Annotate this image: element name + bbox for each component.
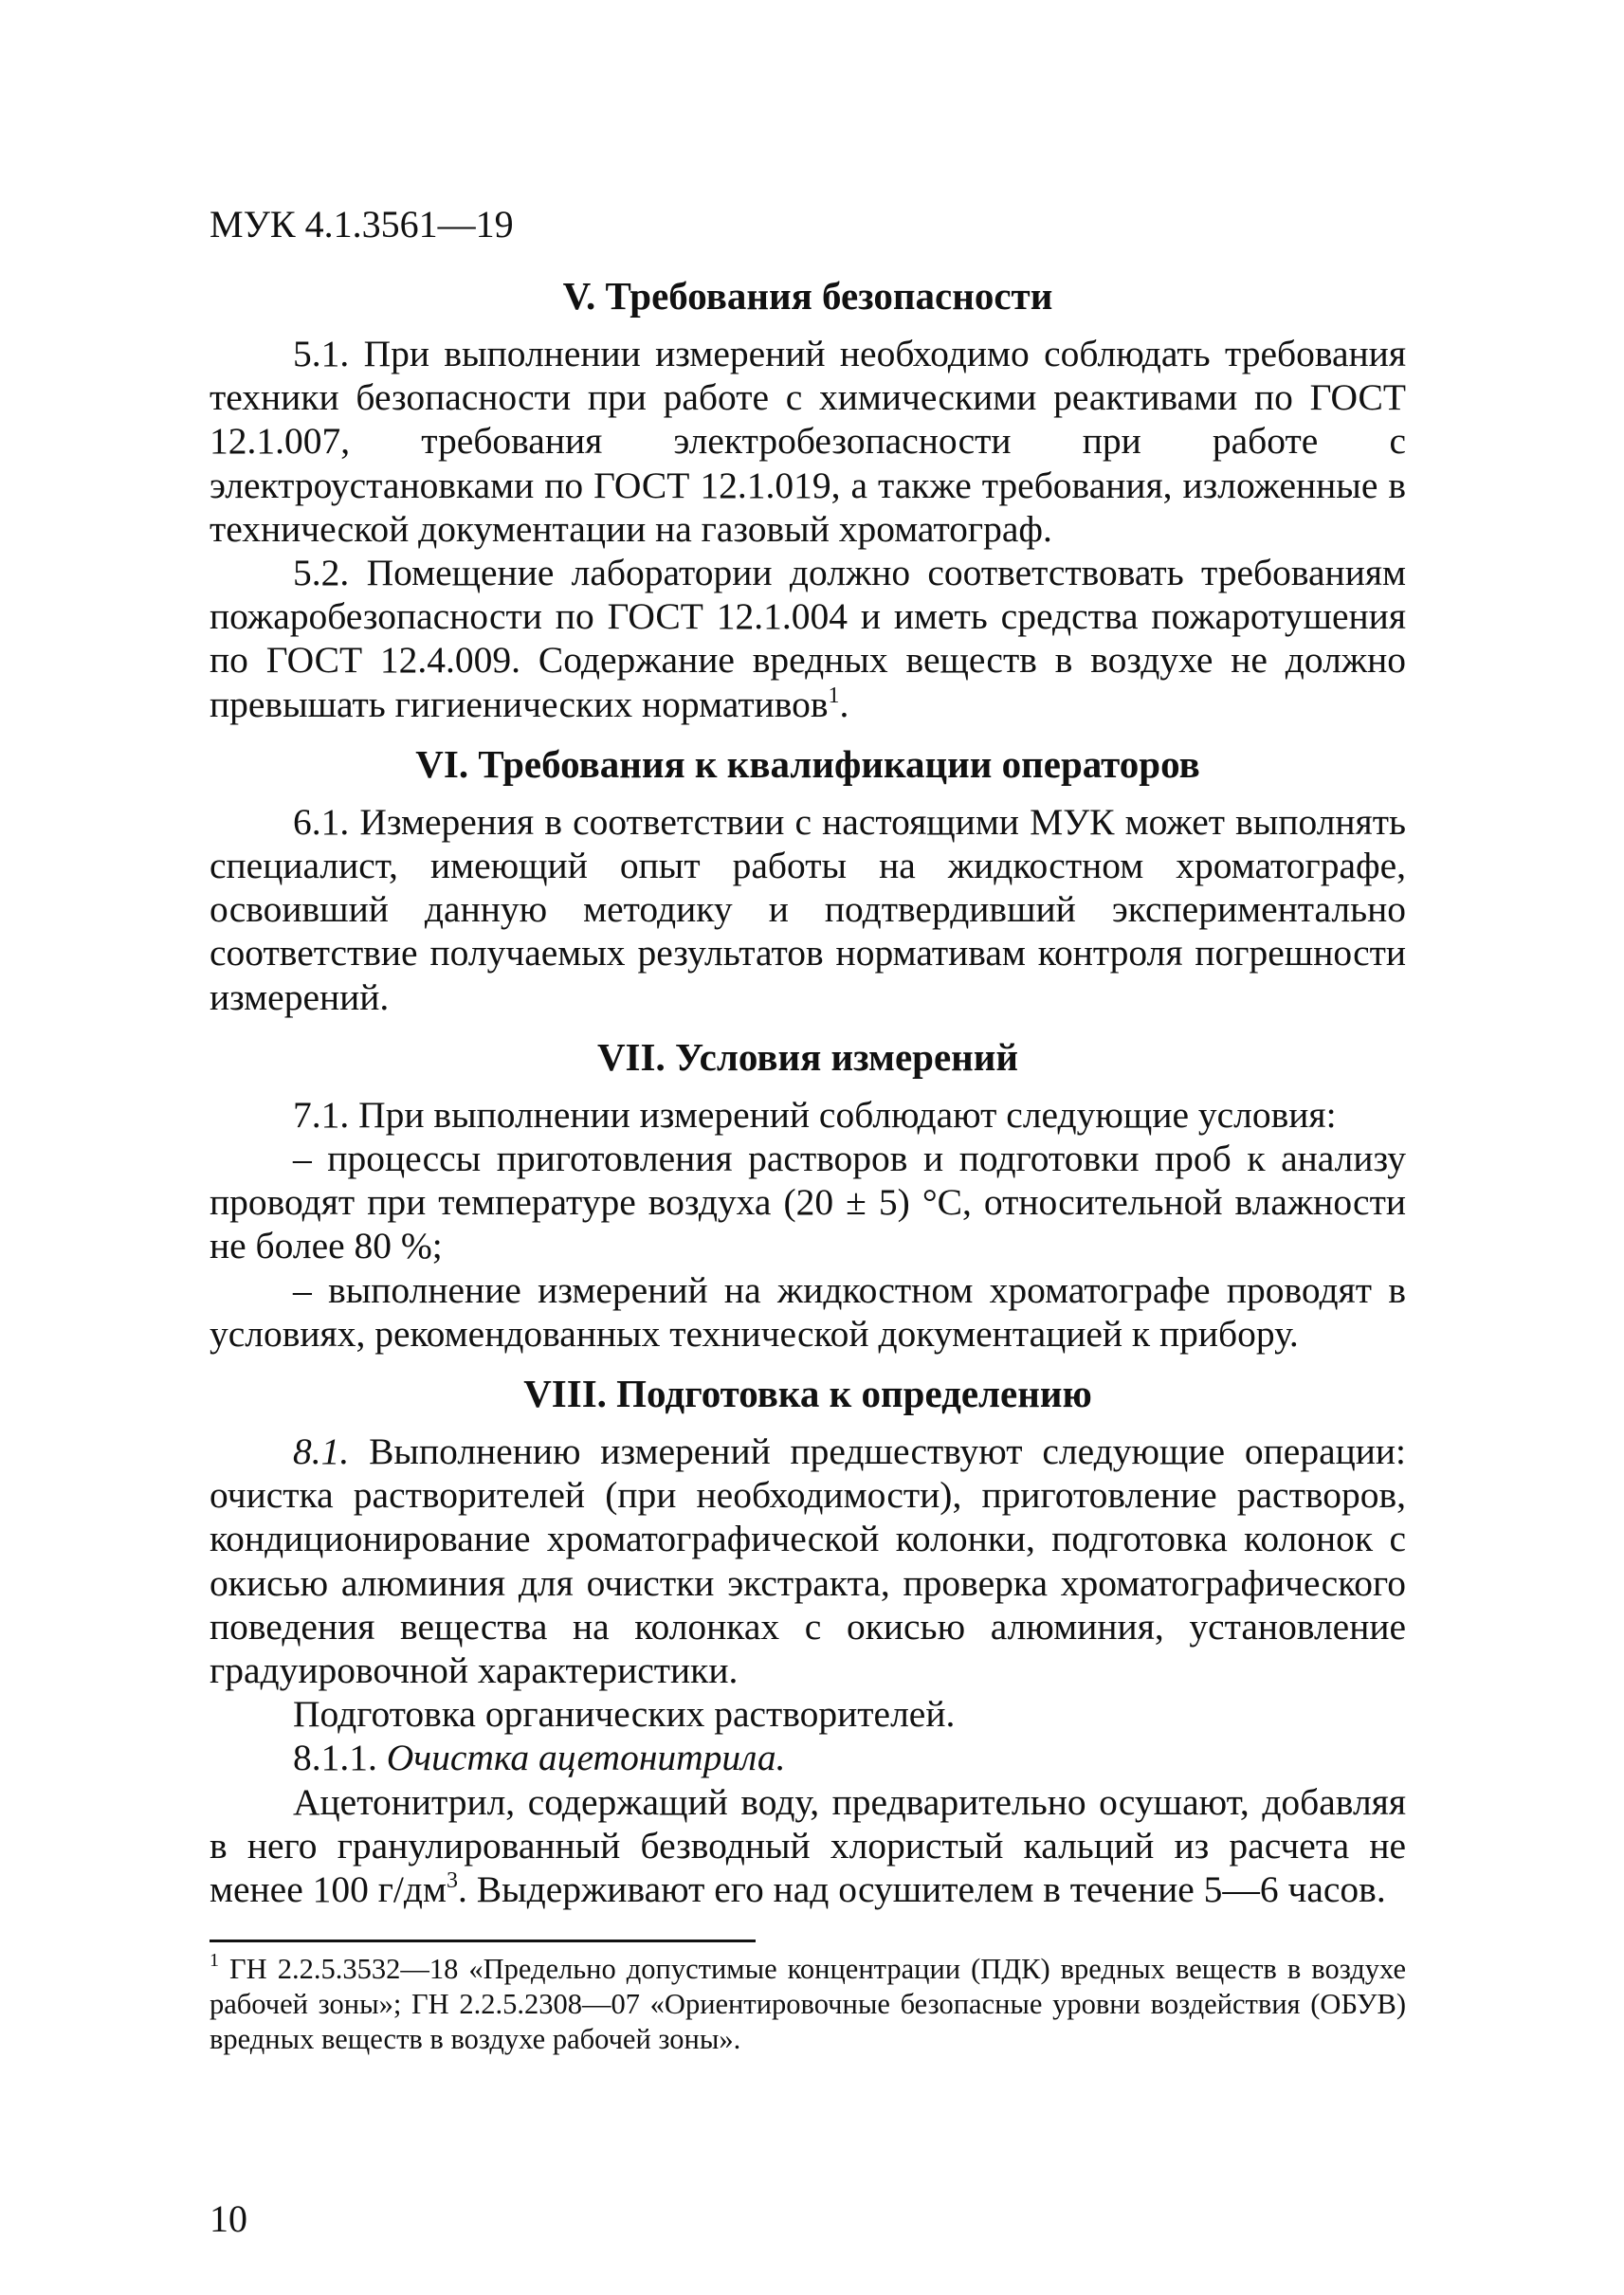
paragraph-8-1 — [210, 1430, 1406, 1692]
section-heading: VIII. Подготовка к определению — [523, 1372, 1092, 1416]
paragraph-7-1: 7.1. При выполнении измерений соблюдают следующие условия: — [293, 1093, 1337, 1136]
paragraph-5-2-text: 5.2. Помещение лаборатории должно соответствовать требованиям пожаробезопасности по ГОСТ 12.1.004 и иметь средства пожаротушения по ГОСТ 12.4.009. Содержание вредных веществ в воздухе не должно превышать гигиенических нормативов — [210, 552, 1406, 725]
paragraph-8-1-1 — [210, 1736, 1406, 1779]
document-page — [210, 201, 1406, 2057]
paragraph-5-2 — [210, 551, 1406, 726]
document-code: МУК 4.1.3561—19 — [210, 203, 514, 246]
section-measurement-conditions — [210, 1034, 1406, 1356]
footnote — [210, 1952, 1406, 2057]
section-preparation — [210, 1371, 1406, 1911]
page-number: 10 — [210, 2197, 247, 2240]
paragraph-8-1-text: Выполнению измерений предшествуют следующие операции: очистка растворителей (при необходимости), приготовление растворов, кондиционирование хроматографической колонки, подготовка колонок с окисью алюминия для очистки экстракта, проверка хроматографического поведения вещества на колонках с окисью алюминия, установление градуировочной характеристики. — [210, 1430, 1406, 1692]
paragraph-acetonitrile-text: Ацетонитрил, содержащий воду, предварительно осушают, добавляя в него гранулированный безводный хлористый кальций из расчета не менее 100 г/дм — [210, 1780, 1406, 1911]
paragraph-solvent-preparation: Подготовка органических растворителей. — [293, 1693, 956, 1736]
paragraph-7-1-item-2: – выполнение измерений на жидкостном хроматографе проводят в условиях, рекомендованных технической документацией к прибору. — [210, 1268, 1406, 1355]
section-safety-requirements — [210, 273, 1406, 726]
paragraph-8-1-number: 8.1. — [293, 1430, 350, 1473]
section-heading: V. Требования безопасности — [562, 274, 1053, 318]
footnote-reference: 1 — [828, 683, 840, 708]
section-operator-qualification — [210, 741, 1406, 1019]
section-heading: VII. Условия измерений — [596, 1034, 1019, 1079]
paragraph-5-1: 5.1. При выполнении измерений необходимо соблюдать требования техники безопасности при работе с химическими реактивами по ГОСТ 12.1.007, требования электробезопасности при работе с электроустановками по ГОСТ 12.1.019, а также требования, изложенные в технической документации на газовый хроматограф. — [210, 333, 1406, 550]
paragraph-8-1-1-number: 8.1.1. — [293, 1737, 387, 1779]
section-heading: VI. Требования к квалификации операторов — [415, 741, 1200, 786]
footnote-text: ГН 2.2.5.3532—18 «Предельно допустимые концентрации (ПДК) вредных веществ в воздухе рабочей зоны»; ГН 2.2.5.2308—07 «Ориентировочные безопасные уровни воздействия (ОБУВ) вредных веществ в воздухе рабочей зоны». — [210, 1953, 1406, 2056]
paragraph-acetonitrile-drying — [210, 1780, 1406, 1912]
paragraph-8-1-1-title: Очистка ацетонитрила. — [386, 1737, 786, 1779]
footnote-divider — [210, 1940, 756, 1942]
paragraph-7-1-item-1: – процессы приготовления растворов и подготовки проб к анализу проводят при температуре воздуха (20 ± 5) °С, относительной влажности не более 80 %; — [210, 1138, 1406, 1267]
footnote-marker: 1 — [210, 1950, 219, 1972]
unit-exponent: 3 — [447, 1868, 458, 1894]
paragraph-acetonitrile-end: . Выдерживают его над осушителем в течение 5—6 часов. — [458, 1868, 1386, 1911]
paragraph-6-1: 6.1. Измерения в соответствии с настоящими МУК может выполнять специалист, имеющий опыт работы на жидкостном хроматографе, освоивший данную методику и подтвердивший экспериментально соответствие получаемых результатов нормативам контроля погрешности измерений. — [210, 800, 1406, 1018]
paragraph-5-2-end: . — [839, 683, 849, 725]
